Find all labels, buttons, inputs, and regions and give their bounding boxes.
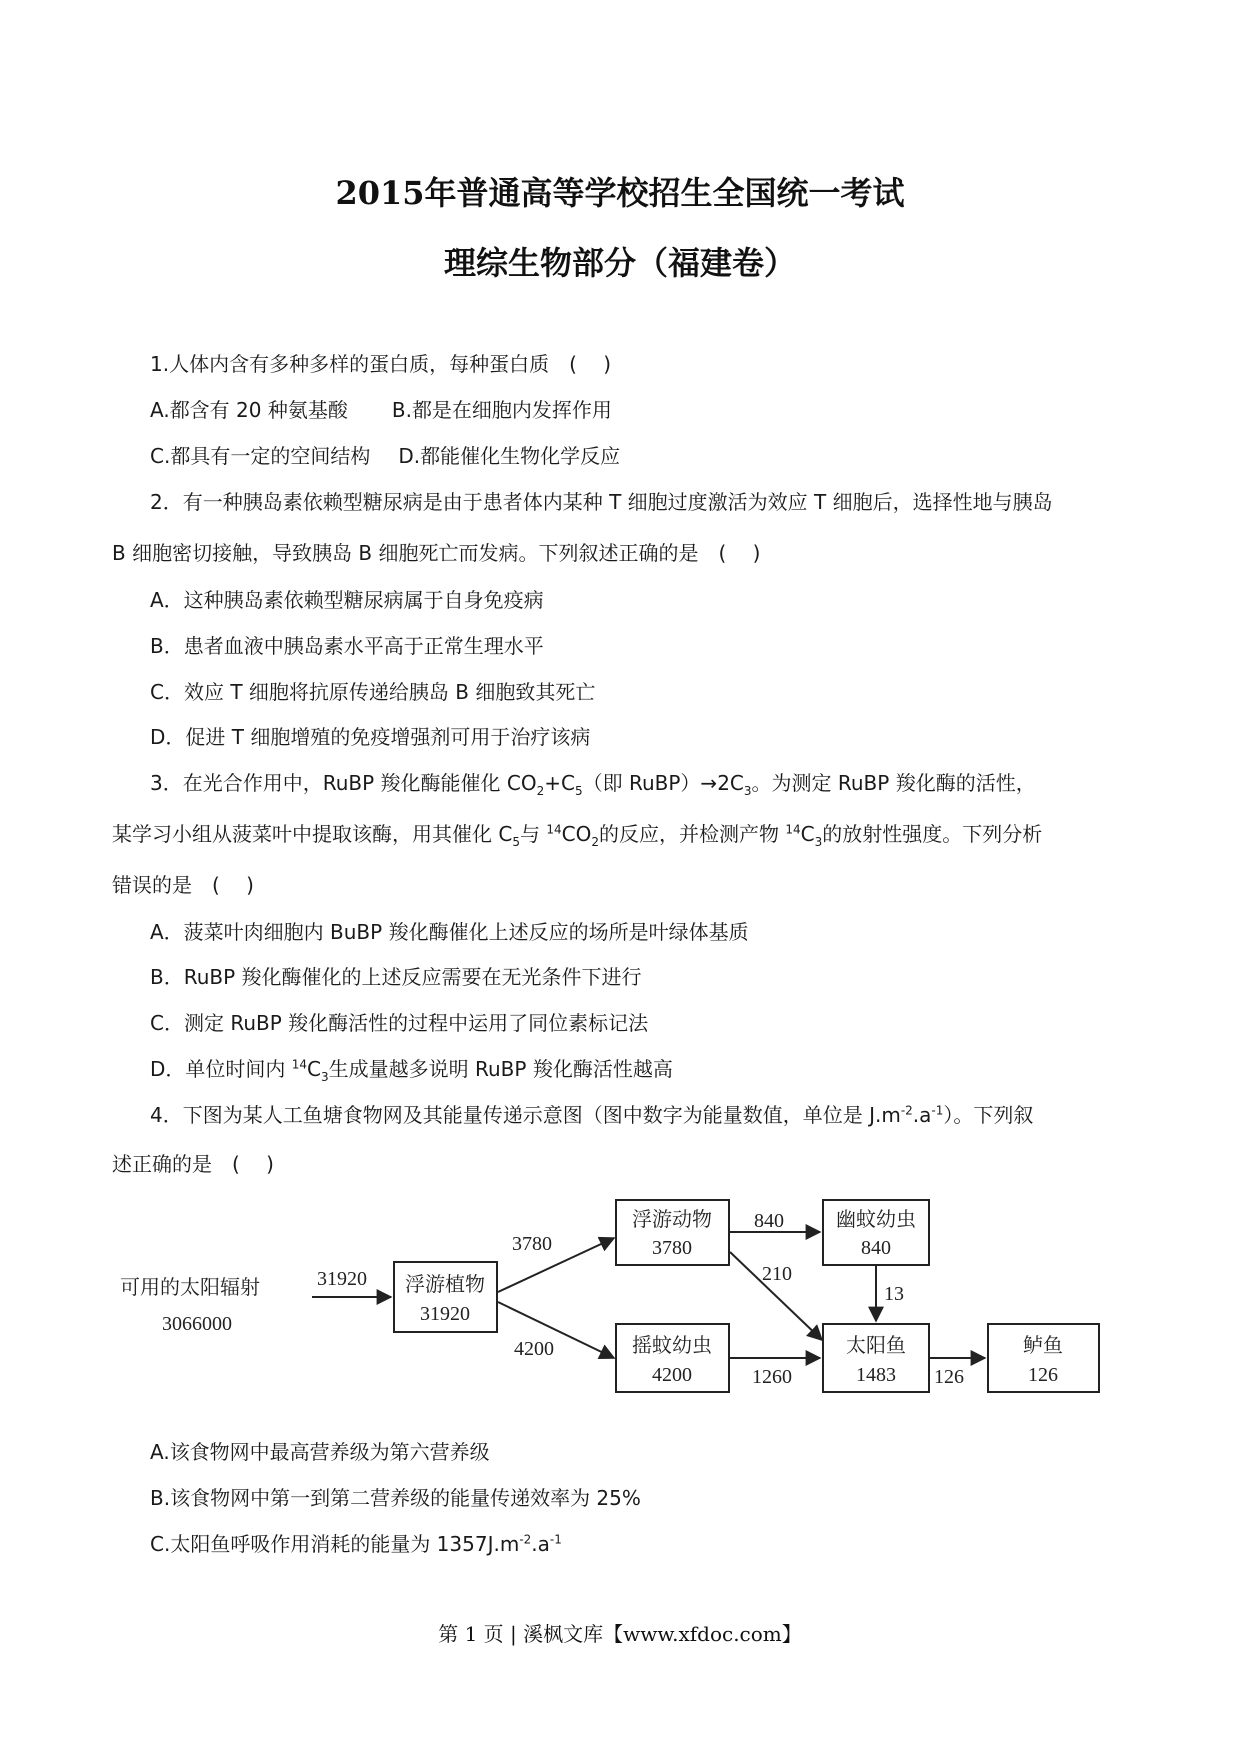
q4-text: .a	[531, 1532, 550, 1556]
q2-option-a: A．这种胰岛素依赖型糖尿病属于自身免疫病	[150, 588, 544, 612]
superscript: -1	[549, 1532, 562, 1547]
edge-label-sunfish-perch: 126	[934, 1366, 964, 1388]
superscript: -2	[900, 1103, 913, 1118]
q3-option-a: A．菠菜叶肉细胞内 BuBP 羧化酶催化上述反应的场所是叶绿体基质	[150, 920, 749, 944]
q3-stem-line3: 错误的是 ( )	[112, 873, 254, 897]
edge-label-zoo-youchong: 840	[754, 1210, 784, 1232]
q4-option-c	[150, 1532, 562, 1556]
q1-options-cd	[150, 444, 620, 468]
node-mosq-value: 4200	[652, 1364, 692, 1386]
q2-stem-line1: 2．有一种胰岛素依赖型糖尿病是由于患者体内某种 T 细胞过度激活为效应 T 细胞后，选择性地与胰岛	[150, 490, 1053, 514]
q3-text: 生成量越多说明 RuBP 羧化酶活性越高	[328, 1057, 673, 1081]
subscript: 3	[743, 784, 752, 798]
node-sunfish-value: 1483	[856, 1364, 896, 1386]
node-zoo-value: 3780	[652, 1237, 692, 1259]
source-label: 可用的太阳辐射	[120, 1277, 260, 1299]
q2-option-c: C．效应 T 细胞将抗原传递给胰岛 B 细胞致其死亡	[150, 680, 596, 704]
node-youchong-name: 幽蚊幼虫	[836, 1209, 916, 1231]
edge-label-phyto-mosq: 4200	[514, 1338, 554, 1360]
q3-text: 的反应，并检测产物	[598, 822, 786, 846]
q1-option-a: A.都含有 20 种氨基酸	[150, 398, 348, 422]
node-perch-value: 126	[1028, 1364, 1058, 1386]
q3-text: C	[800, 822, 815, 846]
q3-text: 。为测定 RuBP 羧化酶的活性，	[751, 771, 1036, 795]
edge-label-phyto-zoo: 3780	[512, 1233, 552, 1255]
page-subtitle: 理综生物部分（福建卷）	[443, 244, 796, 282]
q4-stem-line1	[150, 1103, 1033, 1127]
q2-option-d: D．促进 T 细胞增殖的免疫增强剂可用于治疗该病	[150, 725, 591, 749]
superscript: -1	[931, 1103, 944, 1118]
superscript: 14	[291, 1057, 308, 1072]
q3-text: （即 RuBP）→2C	[582, 771, 744, 795]
q3-text: CO	[561, 822, 592, 846]
node-mosq-name: 摇蚊幼虫	[632, 1335, 712, 1357]
superscript: 14	[546, 822, 562, 837]
q3-text: 与	[519, 822, 547, 846]
superscript: 14	[785, 822, 801, 837]
q2-stem-line2: B 细胞密切接触，导致胰岛 B 细胞死亡而发病。下列叙述正确的是 ( )	[112, 541, 761, 565]
subscript: 3	[814, 835, 823, 849]
q1-options-ab	[150, 398, 612, 422]
q3-text: 3．在光合作用中，RuBP 羧化酶能催化 CO	[150, 771, 537, 795]
edge-label-zoo-sunfish: 210	[762, 1263, 792, 1285]
q4-option-b: B.该食物网中第一到第二营养级的能量传递效率为 25%	[150, 1486, 641, 1510]
q1-option-d: D.都能催化生物化学反应	[398, 444, 621, 468]
subscript: 5	[574, 784, 583, 798]
node-sunfish-name: 太阳鱼	[846, 1335, 906, 1357]
q3-text: 某学习小组从菠菜叶中提取该酶，用其催化 C	[112, 822, 513, 846]
q1-option-b: B.都是在细胞内发挥作用	[391, 398, 612, 422]
edge-label-mosq-sunfish: 1260	[752, 1366, 792, 1388]
node-youchong-value: 840	[861, 1237, 891, 1259]
subscript: 2	[591, 835, 599, 849]
page-footer: 第 1 页 | 溪枫文库【www.xfdoc.com】	[438, 1622, 802, 1646]
q3-stem-line1	[150, 771, 1036, 798]
q3-option-b: B．RuBP 羧化酶催化的上述反应需要在无光条件下进行	[150, 965, 642, 989]
source-value: 3066000	[162, 1313, 232, 1335]
edge-label-sun-phyto: 31920	[317, 1268, 367, 1290]
superscript: -2	[519, 1532, 532, 1547]
q1-option-c: C.都具有一定的空间结构	[150, 444, 371, 468]
subscript: 3	[321, 1070, 329, 1084]
q2-option-b: B．患者血液中胰岛素水平高于正常生理水平	[150, 634, 544, 658]
q3-text: 的放射性强度。下列分析	[822, 822, 1043, 846]
page-title: 2015年普通高等学校招生全国统一考试	[335, 174, 905, 212]
q3-text: +C	[544, 771, 575, 795]
q4-option-a: A.该食物网中最高营养级为第六营养级	[150, 1440, 490, 1464]
q3-option-c: C．测定 RuBP 羧化酶活性的过程中运用了同位素标记法	[150, 1011, 649, 1035]
q3-option-d	[150, 1057, 673, 1084]
node-phyto-name: 浮游植物	[405, 1274, 485, 1296]
edge-label-youchong-sunfish: 13	[884, 1283, 904, 1305]
q4-text: C.太阳鱼呼吸作用消耗的能量为 1357J.m	[150, 1532, 520, 1556]
q4-text: ）。下列叙	[943, 1103, 1034, 1127]
subscript: 5	[512, 835, 520, 849]
q3-text: D．单位时间内	[150, 1057, 292, 1081]
subscript: 2	[536, 784, 545, 798]
q4-text: .a	[912, 1103, 932, 1127]
q4-stem-line2: 述正确的是 ( )	[112, 1152, 274, 1176]
q3-stem-line2	[112, 822, 1043, 849]
node-perch-name: 鲈鱼	[1023, 1335, 1063, 1357]
q4-text: 4．下图为某人工鱼塘食物网及其能量传递示意图（图中数字为能量数值，单位是 J.m	[150, 1103, 901, 1127]
node-phyto-value: 31920	[420, 1303, 470, 1325]
node-zoo-name: 浮游动物	[632, 1209, 712, 1231]
q3-text: C	[307, 1057, 322, 1081]
q1-stem: 1.人体内含有多种多样的蛋白质，每种蛋白质 ( )	[150, 352, 612, 376]
food-web-diagram	[112, 1190, 1112, 1400]
